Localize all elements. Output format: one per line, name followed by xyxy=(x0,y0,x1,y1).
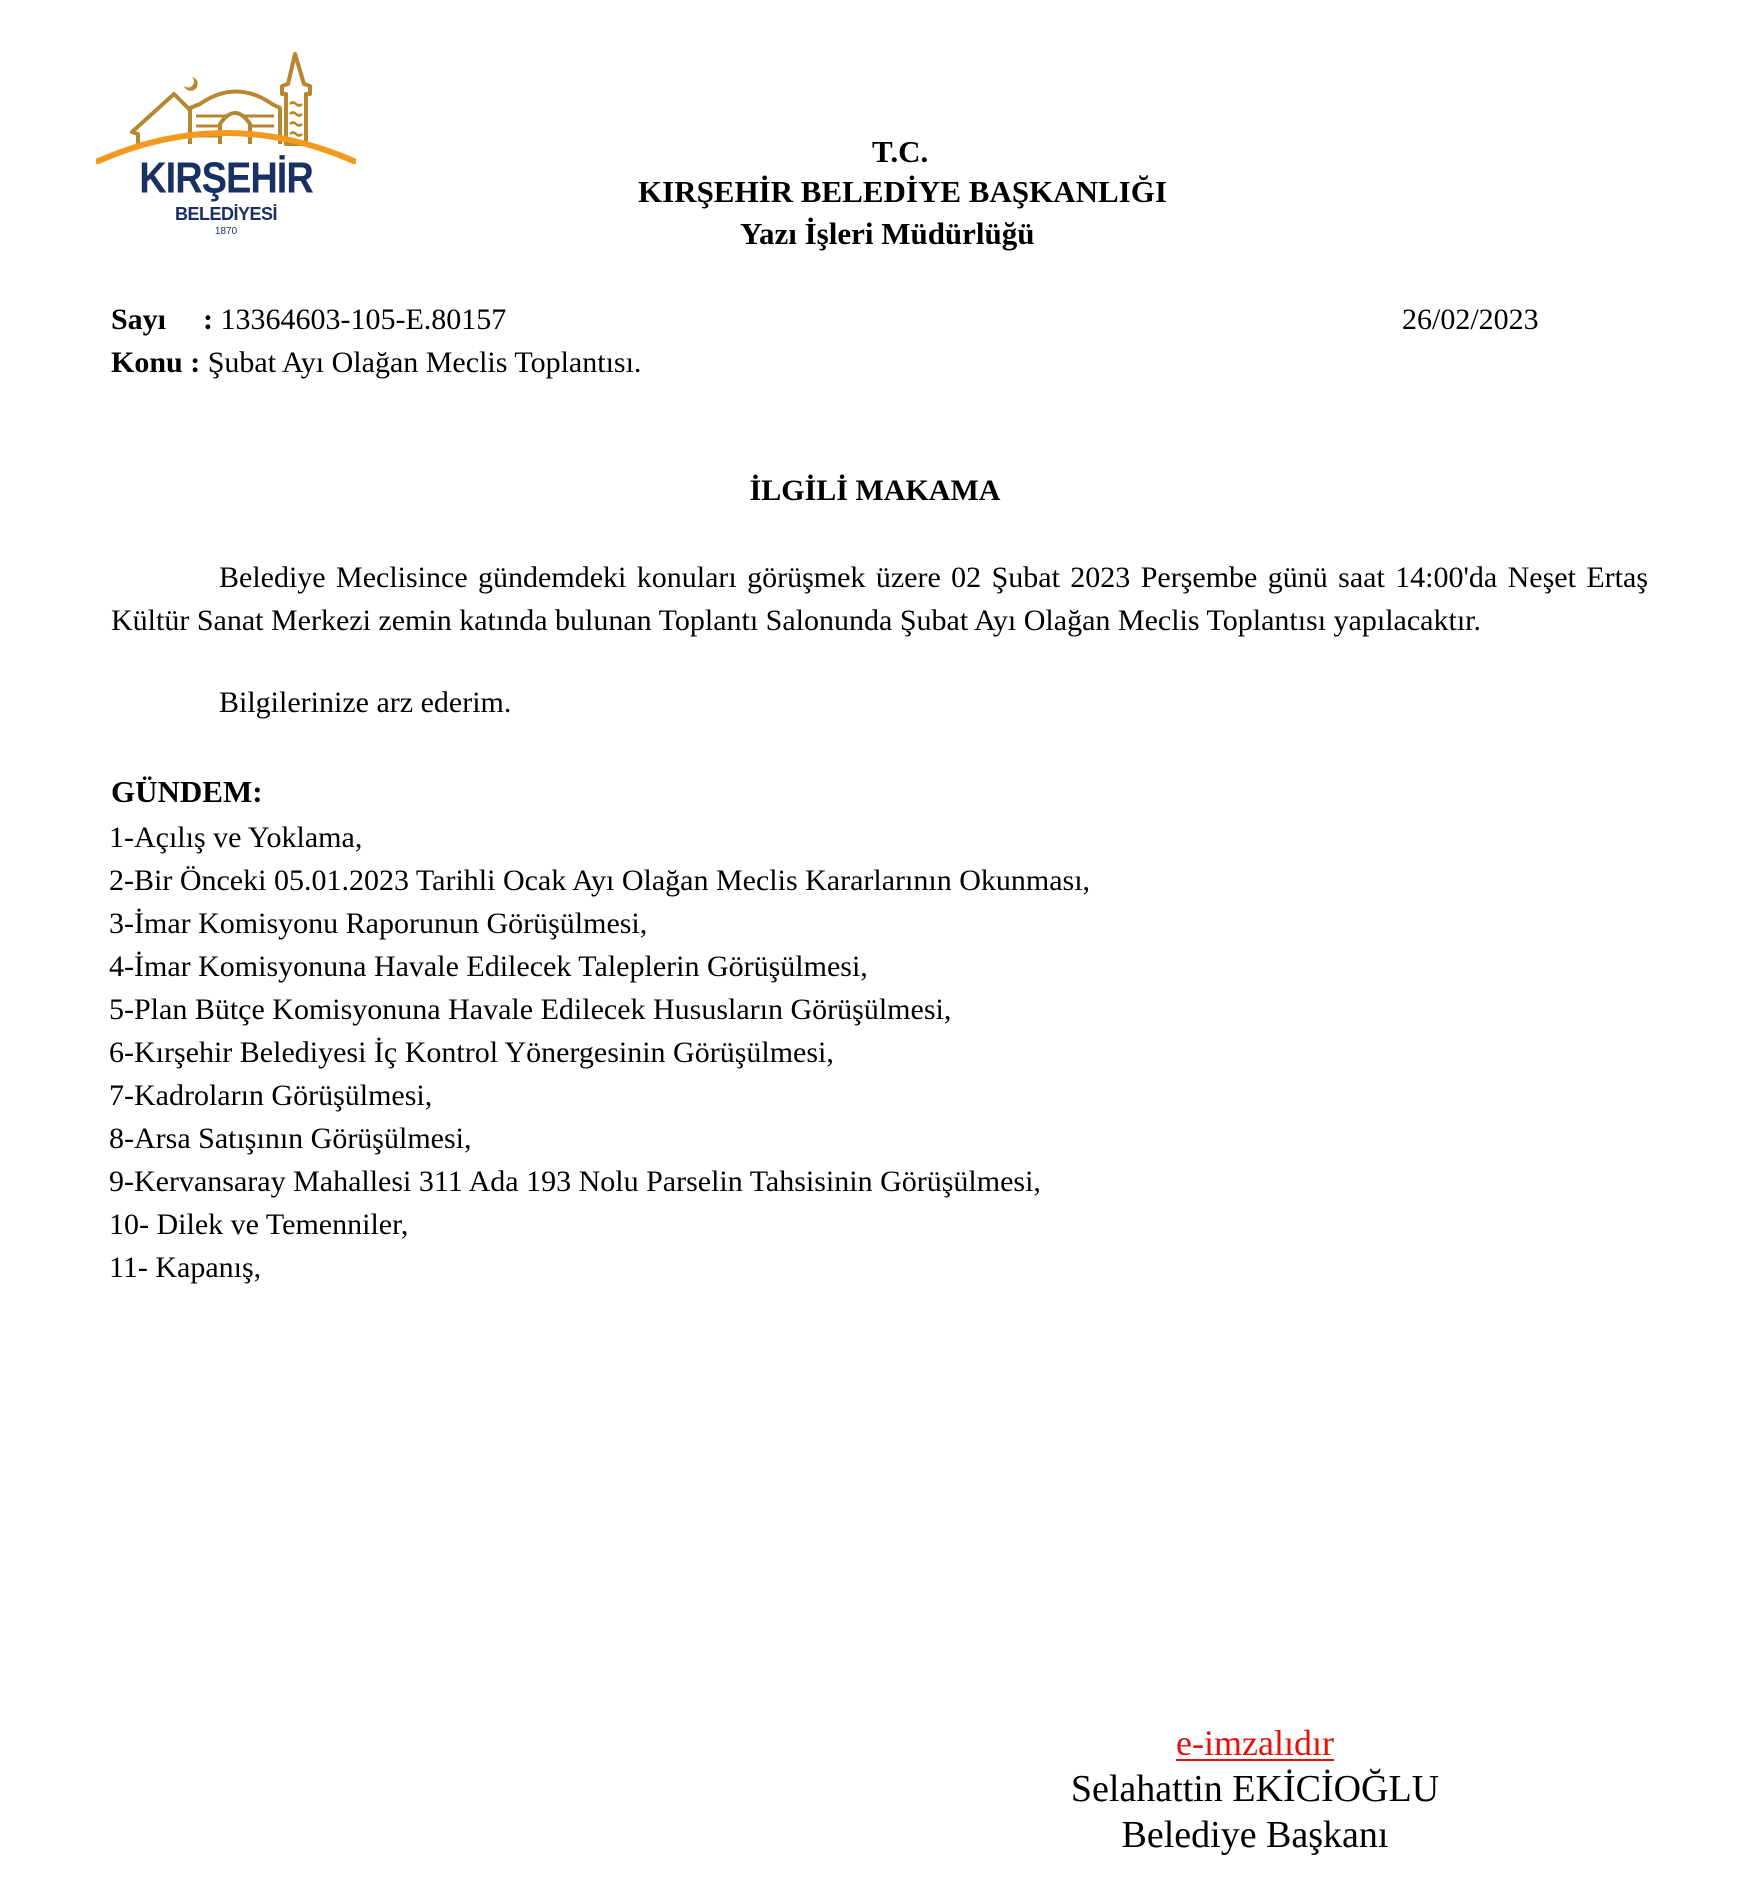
logo-name: KIRŞEHİR xyxy=(139,154,313,204)
header-department: Yazı İşleri Müdürlüğü xyxy=(740,216,1035,251)
agenda-item: 2-Bir Önceki 05.01.2023 Tarihli Ocak Ayı Olağan Meclis Kararlarının Okunması, xyxy=(109,864,1091,897)
agenda-item: 1-Açılış ve Yoklama, xyxy=(109,821,363,854)
agenda-item: 8-Arsa Satışının Görüşülmesi, xyxy=(109,1122,472,1155)
logo-subtitle: BELEDİYESİ xyxy=(174,204,278,224)
document-subject-value: Şubat Ayı Olağan Meclis Toplantısı. xyxy=(207,346,642,379)
addressee-heading: İLGİLİ MAKAMA xyxy=(749,474,1001,507)
agenda-list xyxy=(109,816,1090,1289)
document-number-separator: : xyxy=(203,303,213,336)
agenda-title: GÜNDEM: xyxy=(111,774,263,809)
agenda-item: 9-Kervansaray Mahallesi 311 Ada 193 Nolu Parselin Tahsisinin Görüşülmesi, xyxy=(109,1165,1041,1198)
agenda-item: 10- Dilek ve Temenniler, xyxy=(109,1208,409,1241)
document-subject-label: Konu : xyxy=(111,346,201,379)
document-subject xyxy=(111,346,641,380)
agenda-item: 3-İmar Komisyonu Raporunun Görüşülmesi, xyxy=(109,907,648,940)
agenda-item: 7-Kadroların Görüşülmesi, xyxy=(109,1079,433,1112)
header-republic: T.C. xyxy=(872,134,929,169)
agenda-item: 4-İmar Komisyonuna Havale Edilecek Taleplerin Görüşülmesi, xyxy=(109,950,868,983)
mosque-skyline-icon xyxy=(96,44,356,164)
signature-block xyxy=(1030,1720,1480,1858)
document-number xyxy=(111,303,506,337)
logo-year: 1870 xyxy=(214,226,238,237)
agenda-item: 6-Kırşehir Belediyesi İç Kontrol Yönergesinin Görüşülmesi, xyxy=(109,1036,834,1069)
document-date: 26/02/2023 xyxy=(1402,303,1539,336)
agenda-item: 5-Plan Bütçe Komisyonuna Havale Edilecek Hususların Görüşülmesi, xyxy=(109,993,952,1026)
e-signature-link[interactable]: e-imzalıdır xyxy=(1176,1723,1334,1763)
signatory-title: Belediye Başkanı xyxy=(1121,1814,1389,1856)
header-institution: KIRŞEHİR BELEDİYE BAŞKANLIĞI xyxy=(638,174,1167,209)
closing-line: Bilgilerinize arz ederim. xyxy=(219,686,512,719)
signatory-name: Selahattin EKİCİOĞLU xyxy=(1070,1768,1440,1810)
municipality-logo xyxy=(96,44,356,244)
document-number-value: 13364603-105-E.80157 xyxy=(220,303,507,336)
agenda-item: 11- Kapanış, xyxy=(109,1251,262,1284)
document-number-label: Sayı xyxy=(111,303,167,336)
body-paragraph: Belediye Meclisince gündemdeki konuları görüşmek üzere 02 Şubat 2023 Perşembe günü saat 14:00'da Neşet Ertaş Kültür Sanat Merkezi zemin katında bulunan Toplantı Salonunda Şubat Ayı Olağan Meclis Toplantısı yapılacaktır. xyxy=(111,561,1648,637)
